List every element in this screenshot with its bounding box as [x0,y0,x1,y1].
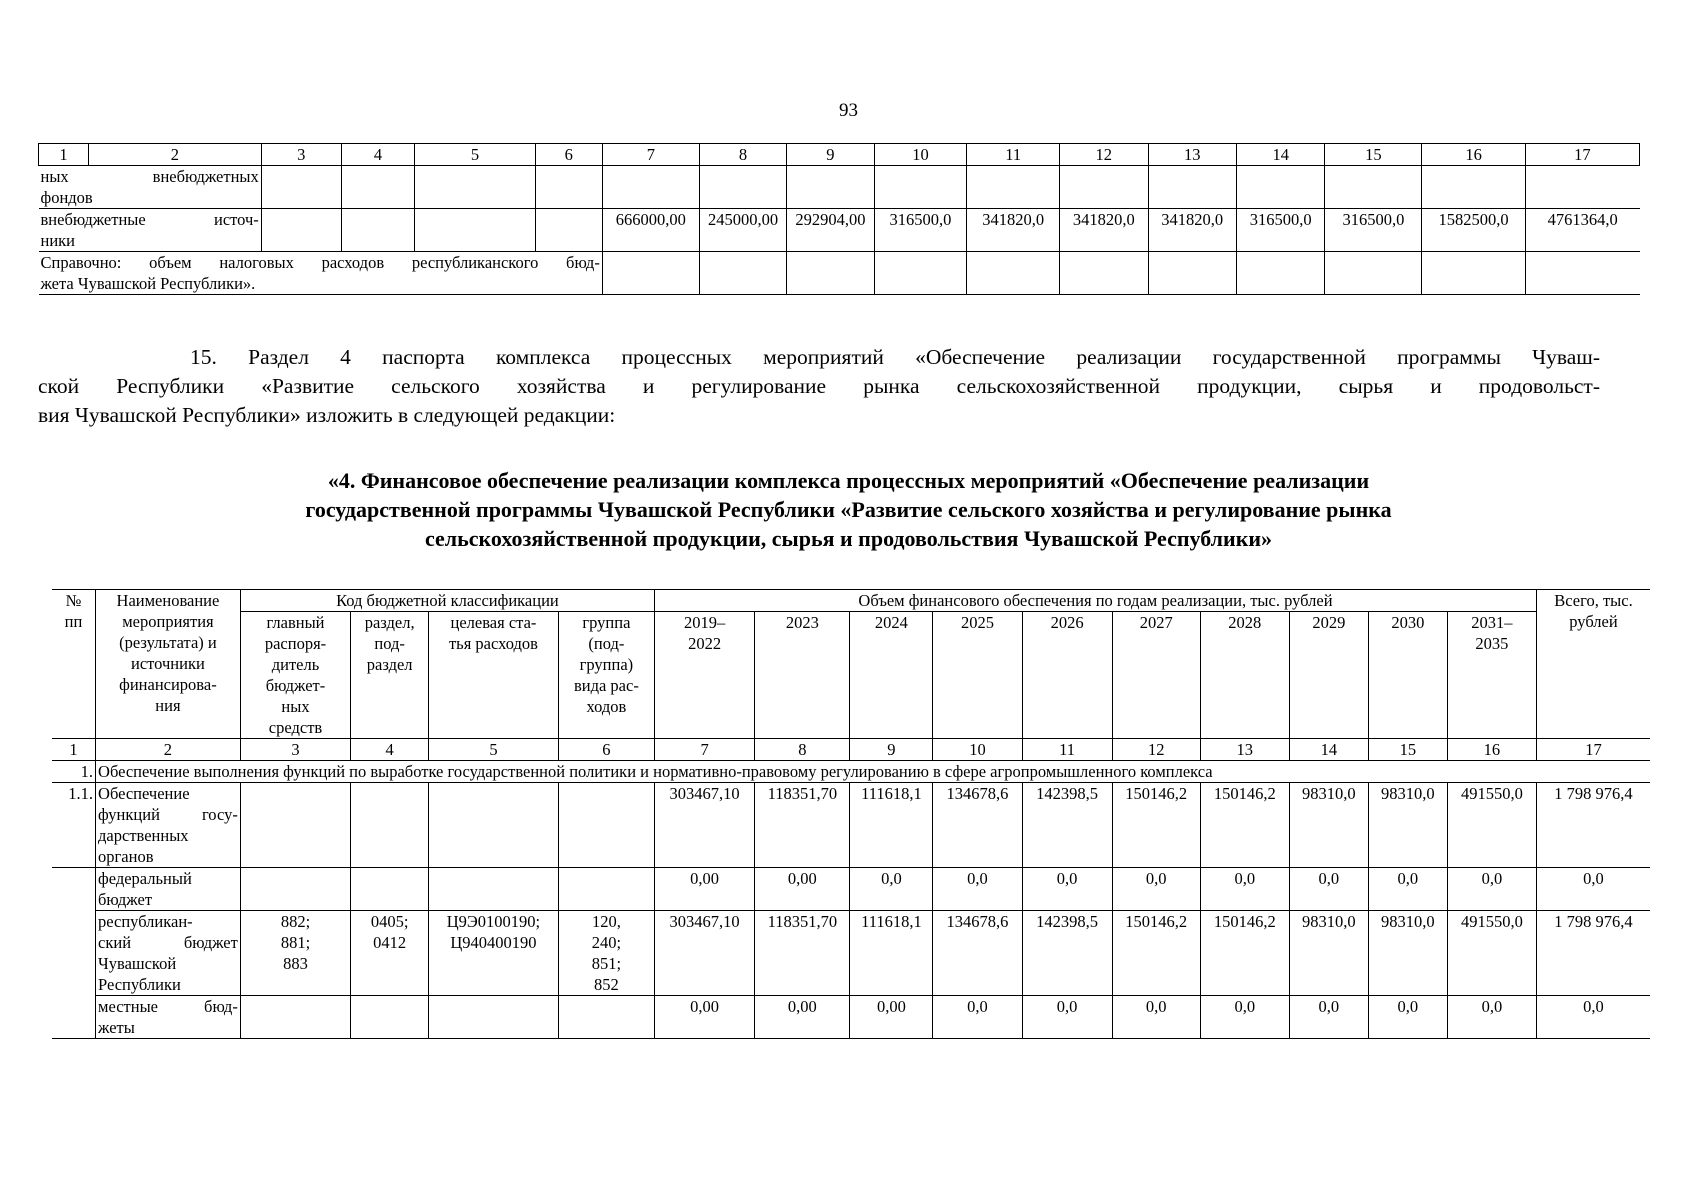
item-number: 1.1. [52,783,96,868]
table-row [39,252,1640,295]
cell-value: 111618,1 [850,911,933,996]
table-row [52,911,1650,996]
col-number: 6 [535,144,602,166]
cell-value: 150146,2 [1112,911,1200,996]
header-row [52,590,1650,612]
section-number: 1. [52,761,96,783]
group-code: 120, 240; 851; 852 [558,911,654,996]
cell-value: 98310,0 [1289,911,1368,996]
column-number-row [39,144,1640,166]
cell-value: 0,00 [655,868,755,911]
col-number: 13 [1148,144,1236,166]
cell-value: 0,0 [1289,996,1368,1039]
item-name: Обеспечение функций госу- дарственных органов [96,783,241,868]
financing-table [52,589,1650,1039]
col-number: 7 [655,739,755,761]
cell-value: 303467,10 [655,911,755,996]
col-number: 2 [96,739,241,761]
cell-value: 4761364,0 [1525,209,1639,252]
cell-value: 98310,0 [1368,783,1447,868]
header-row [52,612,1650,739]
cell-value: 98310,0 [1368,911,1447,996]
reference-note: Справочно: объем налоговых расходов республиканского бюд- жета Чувашской Республики». [39,252,603,295]
col-number: 4 [341,144,415,166]
header-year: 2026 [1022,612,1112,739]
cell-value: 0,0 [1368,996,1447,1039]
cell-value: 0,0 [1447,868,1536,911]
cell-value: 0,0 [1289,868,1368,911]
cell-value: 150146,2 [1112,783,1200,868]
col-number: 1 [39,144,89,166]
header-group: группа (под- группа) вида рас- ходов [558,612,654,739]
cell-value: 142398,5 [1022,783,1112,868]
cell-value: 316500,0 [1325,209,1422,252]
cell-value: 666000,00 [602,209,699,252]
cell-value: 491550,0 [1447,783,1536,868]
col-number: 16 [1447,739,1536,761]
cell-value: 245000,00 [699,209,786,252]
col-number: 11 [967,144,1060,166]
col-number: 1 [52,739,96,761]
cell-value: 0,0 [850,868,933,911]
header-year: 2023 [755,612,850,739]
cell-value: 0,00 [850,996,933,1039]
cell-value: 111618,1 [850,783,933,868]
col-number: 5 [415,144,535,166]
col-number: 3 [261,144,341,166]
col-number: 14 [1289,739,1368,761]
table-row [52,868,1650,911]
col-number: 17 [1536,739,1650,761]
source-name: местные бюд- жеты [96,996,241,1039]
column-number-row [52,739,1650,761]
cell-value: 150146,2 [1200,911,1289,996]
header-year: 2030 [1368,612,1447,739]
col-number: 11 [1022,739,1112,761]
cell-value: 1 798 976,4 [1536,783,1650,868]
page-number: 93 [839,100,858,121]
cell-value: 341820,0 [1148,209,1236,252]
col-number: 16 [1422,144,1525,166]
cell-value: 0,0 [1536,996,1650,1039]
cell-value: 118351,70 [755,911,850,996]
cell-value: 0,0 [1536,868,1650,911]
header-year: 2025 [933,612,1022,739]
header-main-admin: главный распоря- дитель бюджет- ных средств [240,612,350,739]
cell-value: 98310,0 [1289,783,1368,868]
cell-value: 316500,0 [874,209,967,252]
header-year: 2028 [1200,612,1289,739]
section-code: 0405; 0412 [351,911,429,996]
col-number: 15 [1368,739,1447,761]
cell-value: 142398,5 [1022,911,1112,996]
cell-value: 292904,00 [787,209,874,252]
header-total: Всего, тыс. рублей [1536,590,1650,739]
cell-value: 0,0 [1112,996,1200,1039]
source-name: федеральный бюджет [96,868,241,911]
cell-value: 0,00 [755,868,850,911]
col-number: 14 [1236,144,1324,166]
table-row [52,783,1650,868]
col-number: 13 [1200,739,1289,761]
cell-value: 0,0 [1447,996,1536,1039]
cell-value: 0,00 [755,996,850,1039]
col-number: 8 [699,144,786,166]
header-name: Наименование мероприятия (результата) и источники финансирова- ния [96,590,241,739]
header-year: 2027 [1112,612,1200,739]
table-row [39,166,1640,209]
col-number: 12 [1112,739,1200,761]
header-number: № пп [52,590,96,739]
header-year: 2019– 2022 [655,612,755,739]
cell-value: 303467,10 [655,783,755,868]
cell-value: 341820,0 [1060,209,1148,252]
section-title: Обеспечение выполнения функций по выработке государственной политики и нормативно-правовому регулированию в сфере агропромышленного комплекса [96,761,1650,783]
cell-value: 0,0 [1112,868,1200,911]
header-budget-code: Код бюджетной классификации [240,590,654,612]
cell-value: 150146,2 [1200,783,1289,868]
cell-value: 118351,70 [755,783,850,868]
header-year: 2031– 2035 [1447,612,1536,739]
cell-value: 0,0 [933,996,1022,1039]
col-number: 3 [240,739,350,761]
cell-value: 0,0 [1022,868,1112,911]
table-row [39,209,1640,252]
header-volume: Объем финансового обеспечения по годам реализации, тыс. рублей [655,590,1537,612]
col-number: 4 [351,739,429,761]
col-number: 9 [787,144,874,166]
cell-value: 0,00 [655,996,755,1039]
col-number: 15 [1325,144,1422,166]
col-number: 2 [89,144,262,166]
cell-value: 1582500,0 [1422,209,1525,252]
cell-value: 0,0 [1200,868,1289,911]
cell-value: 316500,0 [1236,209,1324,252]
header-target: целевая ста- тья расходов [429,612,559,739]
target-code: Ц9Э0100190; Ц940400190 [429,911,559,996]
section-heading: «4. Финансовое обеспечение реализации комплекса процессных мероприятий «Обеспечение реализации государственной программы Чувашской Республики «Развитие сельского хозяйства и регулирование рынка сельскохозяйственной продукции, сырья и продовольствия Чувашской Республики» [305,468,1392,551]
amendment-paragraph: 15. Раздел 4 паспорта комплекса процессных мероприятий «Обеспечение реализации государственной программы Чуваш- ской Республики «Развитие сельского хозяйства и регулирование рынка сельскохозяйственной продукции, сырья и продовольст- вия Чувашской Республики» изложить в следующей редакции: [38,345,1600,427]
cell-value: 0,0 [1022,996,1112,1039]
cell-value: 0,0 [1200,996,1289,1039]
row-label: внебюджетные источ- ники [39,209,262,252]
col-number: 5 [429,739,559,761]
cell-value: 491550,0 [1447,911,1536,996]
source-name: республикан- ский бюджет Чувашской Республики [96,911,241,996]
col-number: 17 [1525,144,1639,166]
col-number: 8 [755,739,850,761]
cell-value: 0,0 [1368,868,1447,911]
row-label: ных внебюджетных фондов [39,166,262,209]
continuation-table [38,143,1640,295]
section-row [52,761,1650,783]
col-number: 9 [850,739,933,761]
header-year: 2024 [850,612,933,739]
cell-value: 134678,6 [933,911,1022,996]
col-number: 12 [1060,144,1148,166]
header-year: 2029 [1289,612,1368,739]
cell-value: 341820,0 [967,209,1060,252]
col-number: 7 [602,144,699,166]
col-number: 10 [933,739,1022,761]
cell-value: 0,0 [933,868,1022,911]
table-row [52,996,1650,1039]
header-section: раздел, под- раздел [351,612,429,739]
main-admin-code: 882; 881; 883 [240,911,350,996]
cell-value: 134678,6 [933,783,1022,868]
col-number: 10 [874,144,967,166]
cell-value: 1 798 976,4 [1536,911,1650,996]
col-number: 6 [558,739,654,761]
